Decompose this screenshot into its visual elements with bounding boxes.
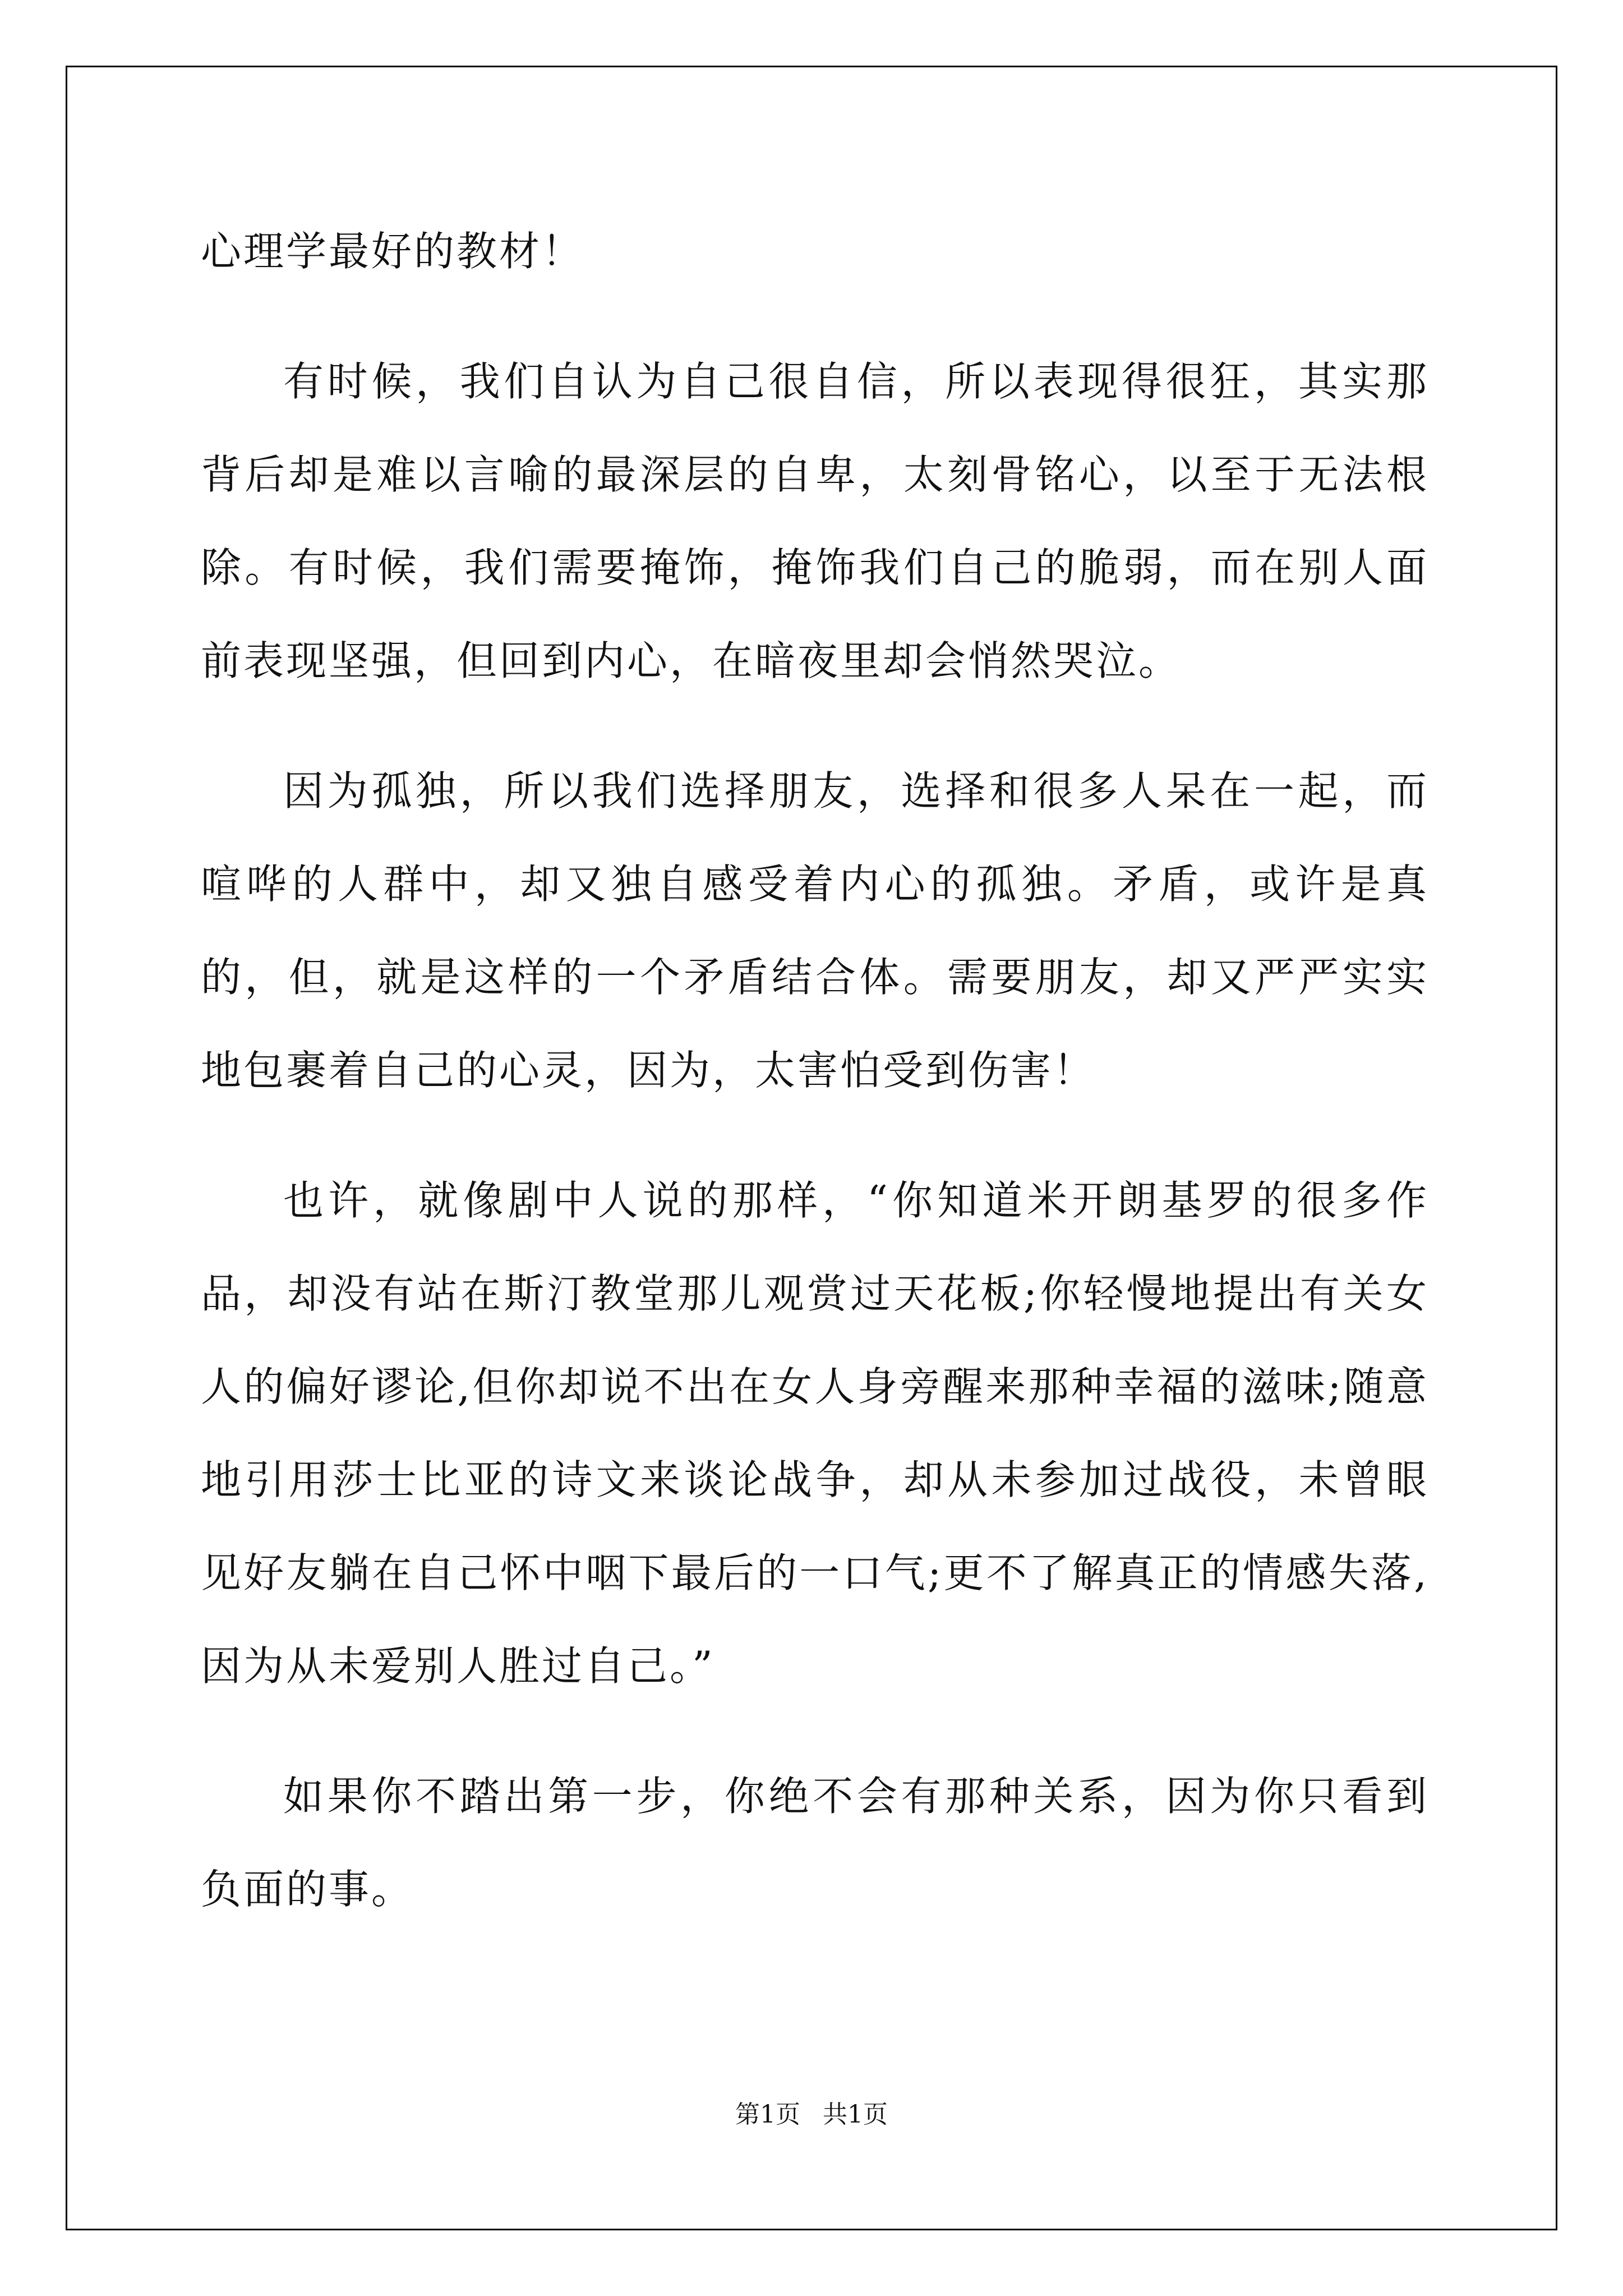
page-total: 共1页 [823,2100,888,2129]
paragraph-4: 也许，就像剧中人说的那样，“你知道米开朗基罗的很多作品，却没有站在斯汀教堂那儿观赏过天花板;你轻慢地提出有关女人的偏好谬论,但你却说不出在女人身旁醒来那种幸福的滋味;随意地引用莎士比亚的诗文来谈论战争，却从未参加过战役，未曾眼见好友躺在自己怀中咽下最后的一口气;更不了解真正的情感失落,因为从未爱别人胜过自己。” [201,1177,1429,1690]
page-footer [0,2098,1623,2132]
document-body [201,205,1429,1973]
paragraph-3: 因为孤独，所以我们选择朋友，选择和很多人呆在一起，而喧哗的人群中，却又独自感受着内心的孤独。矛盾，或许是真的，但，就是这样的一个矛盾结合体。需要朋友，却又严严实实地包裹着自己的心灵，因为，太害怕受到伤害！ [201,767,1429,1094]
page-number: 第1页 [735,2100,800,2129]
paragraph-5: 如果你不踏出第一步，你绝不会有那种关系，因为你只看到负面的事。 [201,1773,1429,1913]
paragraph-1: 心理学最好的教材！ [201,228,585,275]
paragraph-2: 有时候，我们自认为自己很自信，所以表现得很狂，其实那背后却是难以言喻的最深层的自卑，太刻骨铭心，以至于无法根除。有时候，我们需要掩饰，掩饰我们自己的脆弱，而在别人面前表现坚强，但回到内心，在暗夜里却会悄然哭泣。 [201,358,1429,684]
